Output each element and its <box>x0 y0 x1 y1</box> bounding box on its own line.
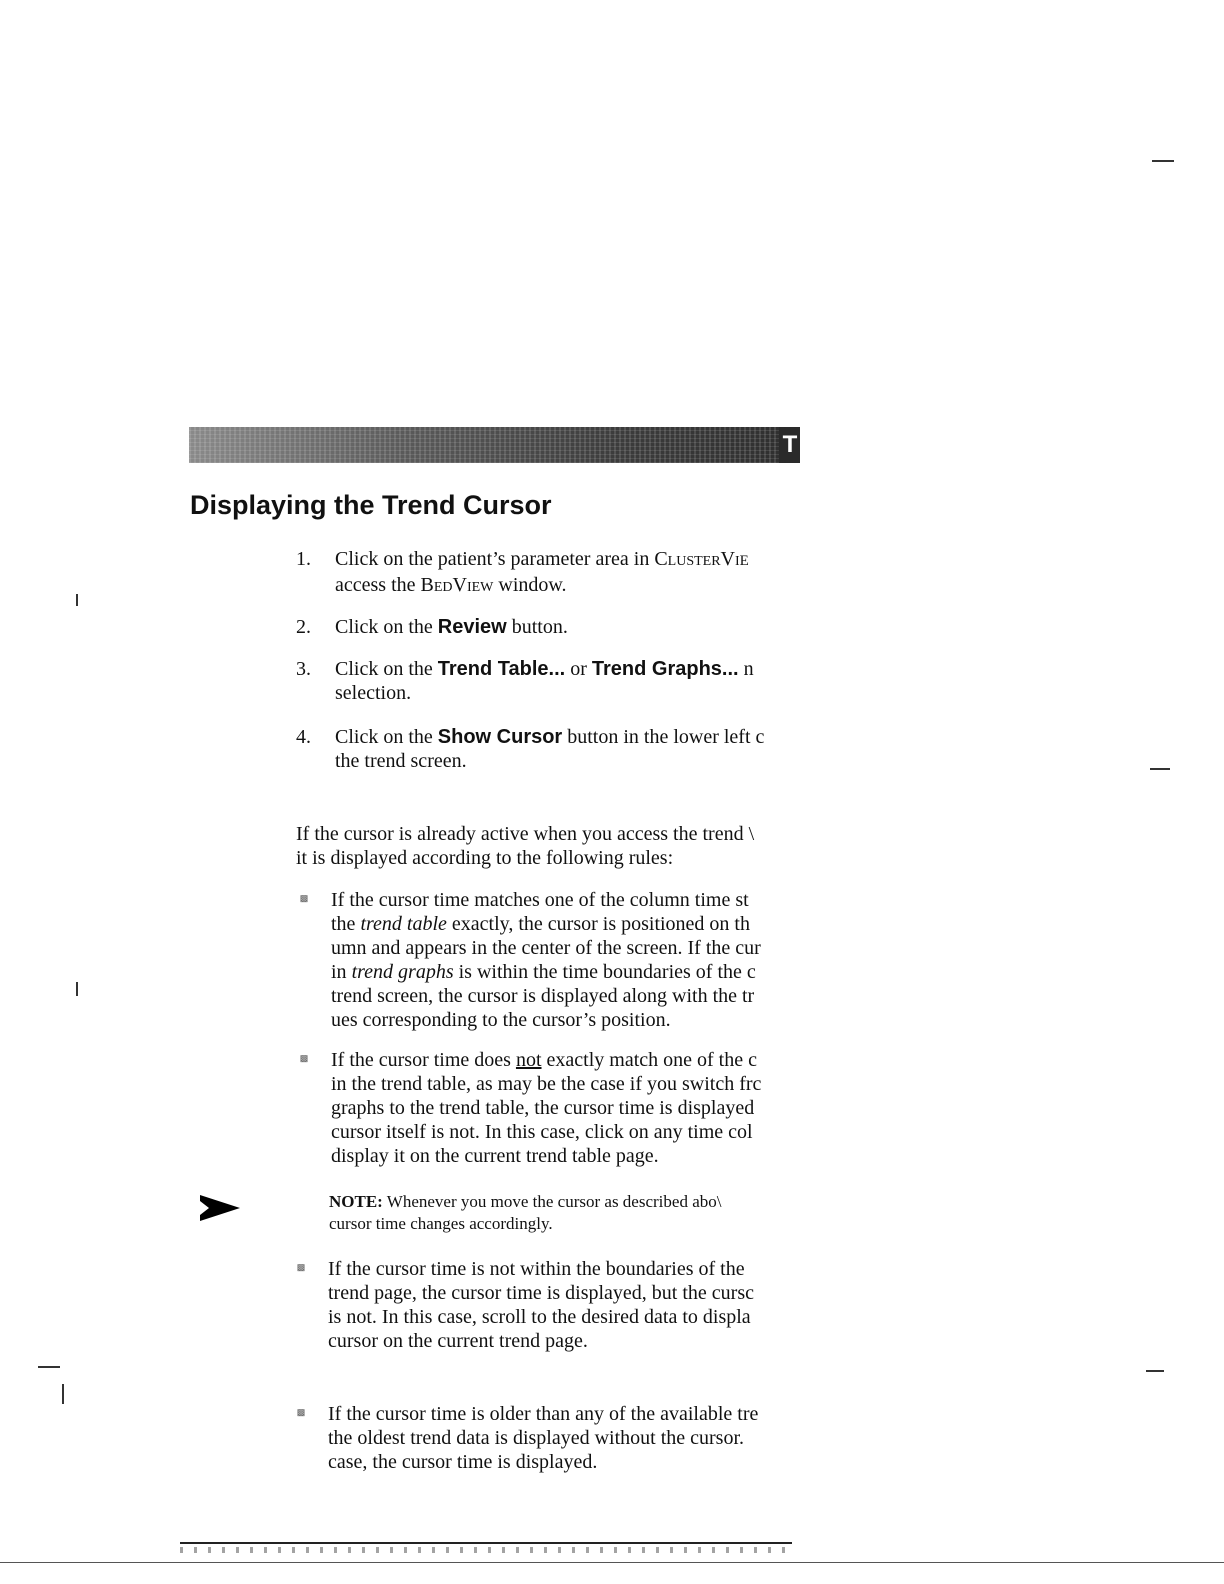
step-item <box>296 547 749 597</box>
intro-paragraph <box>296 822 754 870</box>
bullet-icon: ▩ <box>296 1407 306 1417</box>
bullet-line: umn and appears in the center of the screen. If the cur <box>331 937 761 959</box>
bullet-line: case, the cursor time is displayed. <box>328 1451 598 1473</box>
step-item <box>296 615 568 639</box>
page-bottom-rule <box>0 1562 1224 1563</box>
bullet-line: ues corresponding to the cursor’s position. <box>331 1009 671 1031</box>
trend-graphs-label: Trend Graphs... <box>591 658 739 680</box>
intro-line: it is displayed according to the following rules: <box>296 847 674 869</box>
step-text: Click on the patient’s parameter area in ClusterViE <box>335 548 749 570</box>
step-text: Click on the Trend Table... or Trend Graphs... n <box>335 658 754 680</box>
bullet-line: If the cursor time is older than any of the available tre <box>328 1403 759 1425</box>
step-text: Click on the Review button. <box>335 616 568 638</box>
step-number: 3. <box>296 658 311 680</box>
bullet-line: cursor on the current trend page. <box>328 1330 588 1352</box>
bullet-line: cursor itself is not. In this case, click on any time col <box>331 1121 753 1143</box>
step-text: the trend screen. <box>335 750 467 772</box>
note-block <box>329 1191 721 1235</box>
banner-letter: T <box>779 427 800 463</box>
chapter-banner <box>189 427 800 463</box>
bullet-line: the oldest trend data is displayed without the cursor. <box>328 1427 745 1449</box>
bullet-item <box>296 1257 754 1353</box>
bullet-line: display it on the current trend table page. <box>331 1145 659 1167</box>
bullet-line: in trend graphs is within the time boundaries of the c <box>331 961 756 983</box>
footer-rule <box>180 1542 792 1544</box>
step-number: 1. <box>296 548 311 570</box>
bullet-icon: ▩ <box>296 1262 306 1272</box>
bullet-icon: ▩ <box>299 1053 309 1063</box>
intro-line: If the cursor is already active when you access the trend \ <box>296 823 755 845</box>
show-cursor-label: Show Cursor <box>437 726 563 748</box>
bullet-line: in the trend table, as may be the case if you switch frc <box>331 1073 762 1095</box>
bullet-item <box>299 1048 762 1168</box>
bullet-line: graphs to the trend table, the cursor time is displayed <box>331 1097 755 1119</box>
bullet-line: If the cursor time is not within the boundaries of the <box>328 1258 745 1280</box>
footer-garbled <box>180 1547 792 1553</box>
bullet-line: If the cursor time matches one of the column time st <box>331 889 749 911</box>
step-text: Click on the Show Cursor button in the lower left c <box>335 726 765 748</box>
step-item <box>296 657 754 705</box>
note-line: NOTE: Whenever you move the cursor as described abo\ <box>329 1192 722 1211</box>
trend-table-label: Trend Table... <box>437 658 566 680</box>
step-number: 4. <box>296 726 311 748</box>
scan-mark <box>1152 160 1174 162</box>
note-arrow-notch <box>200 1201 209 1215</box>
bullet-item <box>296 1402 759 1474</box>
step-number: 2. <box>296 616 311 638</box>
note-line: cursor time changes accordingly. <box>329 1214 553 1233</box>
scan-mark <box>1146 1370 1164 1372</box>
section-heading: Displaying the Trend Cursor <box>190 490 552 520</box>
bullet-line: If the cursor time does not exactly match one of the c <box>331 1049 757 1071</box>
bullet-line: the trend table exactly, the cursor is positioned on th <box>331 913 750 935</box>
bullet-item <box>299 888 761 1032</box>
bullet-line: trend page, the cursor time is displayed, but the cursc <box>328 1282 754 1304</box>
bullet-icon: ▩ <box>299 893 309 903</box>
bullet-line: trend screen, the cursor is displayed along with the tr <box>331 985 755 1007</box>
bullet-line: is not. In this case, scroll to the desired data to displa <box>328 1306 751 1328</box>
step-item <box>296 725 764 773</box>
note-label: NOTE: <box>329 1192 383 1211</box>
review-button-label: Review <box>437 616 507 638</box>
scan-mark <box>1150 768 1170 770</box>
step-text: access the BedView window. <box>335 574 567 596</box>
step-text: selection. <box>335 682 412 704</box>
